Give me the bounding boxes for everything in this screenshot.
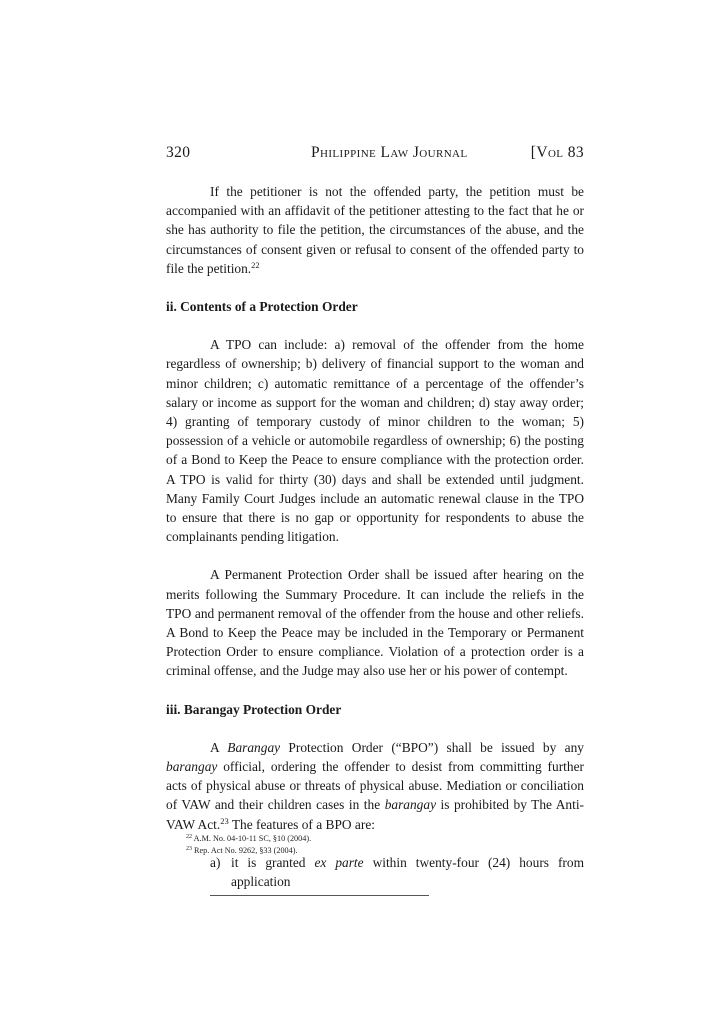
page-number: 320 <box>166 144 191 161</box>
paragraph-bpo: A Barangay Protection Order (“BPO”) shall be issued by any barangay official, ordering the offender to desist from committing further acts of physical abuse or threats of physical abuse. Mediation or conciliation of VAW and their children cases in the barangay is prohibited by The Anti-VAW Act.$^{23}$ The features of a BPO are: <box>166 739 585 832</box>
section-heading-barangay: iii. Barangay Protection Order <box>166 701 342 717</box>
footnote-22: $^{22}$ A.M. No. 04-10-11 SC, §10 (2004). <box>186 834 312 843</box>
paragraph-tpo-contents: A TPO can include: a) removal of the offender from the home regardless of ownership; b) delivery of financial support to the woman and minor children; c) automatic remittance of a percentage of the offender’s salary or income as support for the woman and children; d) stay away order; 4) granting of temporary custody of minor children to the woman; 5) possession of a vehicle or automobile regardless of ownership; 6) the posting of a Bond to Keep the Peace to ensure compliance with the protection order. A TPO is valid for thirty (30) days and shall be extended until judgment. Many Family Court Judges include an automatic renewal clause in the TPO to ensure that there is no gap or opportunity for respondents to abuse the complainants pending litigation. <box>166 337 584 545</box>
journal-title: Philippine Law Journal <box>311 144 468 161</box>
volume-label: [Vol 83 <box>530 144 584 161</box>
running-header <box>166 144 584 168</box>
footnote-ref-23[interactable]: 23 <box>220 815 229 826</box>
footnotes <box>186 833 486 857</box>
body-text <box>166 182 584 896</box>
list-label: a) <box>210 854 221 870</box>
list-item: a) it is granted ex parte within twenty-four (24) hours from application <box>210 854 584 890</box>
footnote-23: $^{23}$ Rep. Act No. 9262, §33 (2004). <box>186 846 298 855</box>
paragraph-permanent-order: A Permanent Protection Order shall be issued after hearing on the merits following the Summary Procedure. It can include the reliefs in the TPO and permanent removal of the offender from the house and other reliefs. A Bond to Keep the Peace may be included in the Temporary or Permanent Protection Order to ensure compliance. Violation of a protection order is a criminal offense, and the Judge may also use her or his power of contempt. <box>166 567 584 679</box>
footnote-ref-22[interactable]: 22 <box>251 259 260 270</box>
footnote-separator <box>210 895 429 896</box>
section-heading-contents: ii. Contents of a Protection Order <box>166 299 358 315</box>
paragraph-petition-affidavit: If the petitioner is not the offended party, the petition must be accompanied with an affidavit of the petitioner attesting to the fact that he or she has authority to file the petition, the circumstances of the abuse, and the circumstances of consent given or refusal to consent of the offended party to file the petition.$^{22}$ <box>166 184 584 276</box>
